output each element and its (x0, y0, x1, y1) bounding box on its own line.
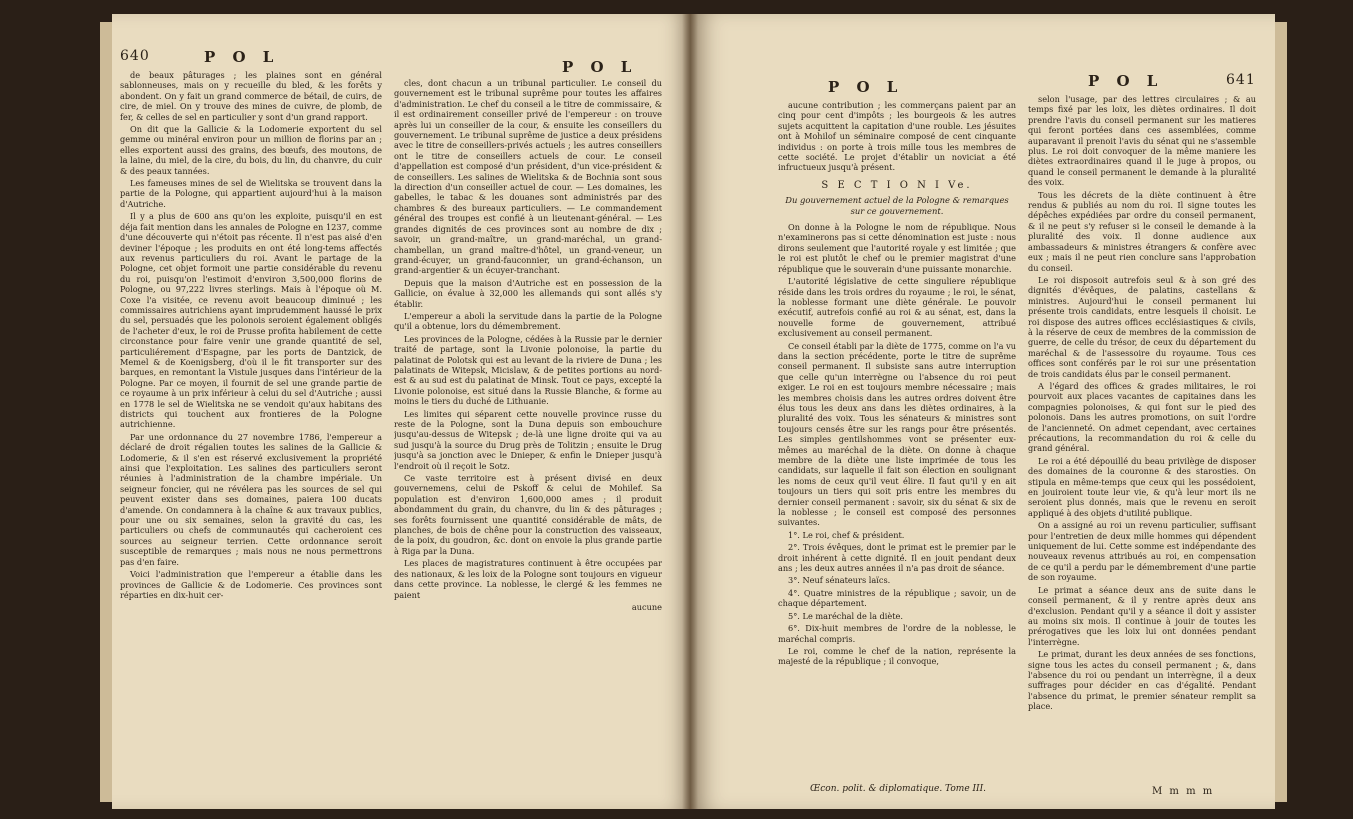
paragraph: Voici l'administration que l'empereur a établie dans les provinces de Gallicie & de Lodomerie. Ces provinces sont réparties en dix-huit cer- (120, 569, 382, 600)
page-number: 640 (120, 48, 150, 64)
text-column-1 (778, 100, 1016, 796)
paragraph: Il y a plus de 600 ans qu'on les exploite, puisqu'il en est déja fait mention dans les annales de Pologne en 1237, comme d'une découverte qui n'étoit pas récente. Il n'est pas aisé d'en deviner l'époque ; les produits en ont été long-tems affectés aux revenus particuliers du roi. Avant le partage de la Pologne, cet objet formoit une partie considérable du revenu du roi, puisqu'on l'estimoit d'environ 3,500,000 florins de Pologne, ou 97,222 livres sterlings. Mais à l'époque où M. Coxe l'a visitée, ce revenu avoit beaucoup diminué ; les commissaires autrichiens ayant imprudemment haussé le prix du sel, persuadés que les polonois seroient également obligés de l'acheter d'eux, le roi de Prusse profita habilement de cette circonstance pour faire venir une grande quantité de sel, particuliérement d'Espagne, par les ports de Dantzick, de Memel & de Koenigsberg, d'où il le fit transporter sur des barques, en remontant la Vistule jusques dans l'intérieur de la Pologne. Par ce moyen, il fournit de sel une grande partie de ce royaume à un prix inférieur à celui du sel d'Autriche ; aussi en 1778 le sel de Wielitska ne se vendoit qu'aux habitans des districts qui touchent aux frontieres de la Pologne autrichienne. (120, 211, 382, 430)
paragraph: Ce vaste territoire est à présent divisé en deux gouvernemens, celui de Pskoff & celui de Mohilef. Sa population est d'environ 1,600,000 ames ; il produit abondamment du grain, du chanvre, du lin & des pâturages ; ses forêts fournissent une quantité considérable de mâts, de planches, de bois de chêne pour la construction des vaisseaux, de la poix, du goudron, &c. dont on envoie la plus grande partie à Riga par la Duna. (394, 473, 662, 556)
running-head: P O L (828, 78, 904, 96)
section-subtitle: Du gouvernement actuel de la Pologne & remarques sur ce gouvernement. (785, 195, 1009, 216)
paragraph: Depuis que la maison d'Autriche est en possession de la Gallicie, on évalue à 32,000 les allemands qui sont allés s'y établir. (394, 277, 662, 309)
paragraph: Les places de magistratures continuent à être occupées par des nationaux, & les loix de la Pologne sont toujours en vigueur dans cette province. La noblesse, le clergé & les femmes ne paient (394, 558, 662, 600)
running-head: P O L (1088, 72, 1164, 90)
text-column-2 (394, 78, 662, 792)
paragraph: Le roi a été dépouillé du beau privilège de disposer des domaines de la couronne & des starosties. On stipula en même-temps que ceux qui les possédoient, en jouiroient toute leur vie, & qu'à leur mort ils ne seroient plus donnés, mais que le revenu en seroit appliqué à des objets d'utilité publique. (1028, 455, 1256, 518)
paragraph: Les provinces de la Pologne, cédées à la Russie par le dernier traité de partage, sont la Livonie polonoise, la partie du palatinat de Polotsk qui est au levant de la riviere de Duna ; les palatinats de Witepsk, Micislaw, & de petites portions au nord-est & au sud est du palatinat de Minsk. Tout ce pays, excepté la Livonie polonoise, est situé dans la Russie Blanche, & forme au moins le tiers du duché de Lithuanie. (394, 333, 662, 407)
list-item: 6°. Dix-huit membres de l'ordre de la noblesse, le maréchal compris. (778, 623, 1016, 644)
paragraph: selon l'usage, par des lettres circulaires ; & au temps fixé par les loix, les diètes ordinaires. Il doit prendre l'avis du conseil permanent sur les matieres qui feront portées dans ces assemblées, comme auparavant il prenoit l'avis du sénat qui ne s'assemble plus. Le roi doit convoquer de la même maniere les diètes extraordinaires quand il le juge à propos, ou quand le conseil permanent le demande à la pluralité des voix. (1028, 94, 1256, 188)
paragraph: aucune contribution ; les commerçans paient par an cinq pour cent d'impôts ; les bourgeois & les autres sujets acquittent la capitation d'une rouble. Les jésuites ont à Mohilof un séminaire composé de cent cinquante individus : on porte à trois mille tous les membres de cette société. Le projet d'établir un noviciat a été infructueux jusqu'à présent. (778, 100, 1016, 173)
book-gutter (682, 14, 698, 809)
list-item: 1°. Le roi, chef & président. (788, 529, 905, 540)
page-number: 641 (1226, 72, 1256, 88)
page-edge-right (1273, 22, 1287, 802)
paragraph: Les limites qui séparent cette nouvelle province russe du reste de la Pologne, sont la Duna depuis son embouchure jusqu'au-dessus de Witepsk ; de-là une ligne droite qui va au sud jusqu'à la source du Drug près de Tolitzin ; ensuite le Drug jusqu'à sa jonction avec le Dnieper, & enfin le Dnieper jusqu'à l'endroit où il reçoit le Sotz. (394, 408, 662, 471)
list-item: 3°. Neuf sénateurs laïcs. (788, 575, 891, 586)
paragraph: Le primat, durant les deux années de ses fonctions, signe tous les actes du conseil permanent ; &, dans l'absence du roi ou pendant un interrègne, il a deux suffrages pour décider en cas d'égalité. Pendant l'absence du primat, le premier sénateur remplit sa place. (1028, 649, 1256, 712)
paragraph: Le primat a séance deux ans de suite dans le conseil permanent, & il y rentre après deux ans d'exclusion. Pendant qu'il y a séance il doit y assister au moins six mois. Il continue à jouir de toutes les prérogatives que les loix lui ont données pendant l'interrègne. (1028, 584, 1256, 647)
section-title: S E C T I O N I Ve. (821, 179, 973, 191)
footer-title: Œcon. polit. & diplomatique. Tome III. (810, 784, 987, 794)
text-column-1 (120, 70, 382, 792)
paragraph: On dit que la Gallicie & la Lodomerie exportent du sel gemme ou minéral environ pour un million de florins par an ; elles exportent aussi des grains, des bœufs, des moutons, de la laine, du miel, de la cire, du bois, du lin, du chanvre, du cuir & des peaux tannées. (120, 124, 382, 176)
paragraph: Ce conseil établi par la diète de 1775, comme on l'a vu dans la section précédente, porte le titre de suprême conseil permanent. Il subsiste sans autre interruption que celle qu'un interrègne ou l'absence du roi peut exiger. Le roi en est toujours membre nécessaire ; mais les membres choisis dans les autres ordres doivent être élus tous les deux ans dans les diètes ordinaires, à la pluralité des voix. Tous les sénateurs & ministres sont toujours censés être sur les rangs pour être présentés. Les simples gentilshommes vont se présenter eux-mêmes au maréchal de la diète. On donne à chaque membre de la diète une liste imprimée de tous les candidats, sur laquelle il fait son élection en soulignant les noms de ceux qu'il veut élire. Il faut qu'il y en ait toujours un tiers qui soit pris entre les membres du dernier conseil permanent : savoir, six du sénat & six de la noblesse ; le conseil est composé des personnes suivantes. (778, 340, 1016, 528)
running-head: P O L (562, 58, 638, 76)
paragraph: cles, dont chacun a un tribunal particulier. Le conseil du gouvernement est le tribunal suprême pour toutes les affaires d'administration. Le chef du conseil a le titre de commissaire, & il est ordinairement conseiller privé de l'empereur : on trouve après lui un conseiller de la cour, & ensuite les conseillers du gouvernement. Le tribunal suprême de justice a deux présidens avec le titre de conseillers-privés actuels ; les autres conseillers ont le titre de conseillers actuels de cour. Le conseil d'appellation est composé d'un président, d'un vice-président & de conseillers. Les salines de Wielitska & de Bochnia sont sous la direction d'un conseiller actuel de cour. — Les domaines, les gabelles, le tabac & les douanes sont administrés par des chambres & des bureaux particuliers. — Le commandement général des troupes est confié à un lieutenant-général. — Les grandes dignités de ces provinces sont au nombre de dix ; savoir, un grand-maître, un grand-maréchal, un grand-chambellan, un grand maître-d'hôtel, un grand-veneur, un grand-écuyer, un grand-fauconnier, un grand-échanson, un grand-argentier & un écuyer-tranchant. (394, 78, 662, 276)
list-item: 5°. Le maréchal de la diète. (788, 610, 903, 621)
text-column-2 (1028, 94, 1256, 776)
paragraph: L'empereur a aboli la servitude dans la partie de la Pologne qu'il a obtenue, lors du démembrement. (394, 310, 662, 332)
signature-mark: M m m m (1152, 786, 1215, 797)
paragraph: Le roi, comme le chef de la nation, représente la majesté de la république ; il convoque, (778, 645, 1016, 667)
paragraph: de beaux pâturages ; les plaines sont en général sablonneuses, mais on y recueille du bled, & les forêts y abondent. On y fait un grand commerce de bétail, de cuirs, de cire, de miel. On y trouve des mines de cuivre, de plomb, de fer, & celles de sel en particulier y sont d'un grand rapport. (120, 70, 382, 122)
list-item: 4°. Quatre ministres de la république ; savoir, un de chaque département. (778, 587, 1016, 609)
paragraph: Le roi disposoit autrefois seul & à son gré des dignités d'évêques, de palatins, castellans & ministres. Aujourd'hui le conseil permanent lui présente trois candidats, entre lesquels il choisit. Le roi dispose des autres offices ecclésiastiques & civils, à la réserve de ceux de membres de la commission de guerre, de celle du trésor, de ceux du département du maréchal & de l'assessoire du royaume. Tous ces offices sont conférés par le roi sur une présentation de trois candidats élus par le conseil permanent. (1028, 274, 1256, 379)
paragraph: On donne à la Pologne le nom de république. Nous n'examinerons pas si cette dénomination est juste : nous dirons seulement que l'autorité royale y est limitée ; que le roi est plutôt le chef ou le premier magistrat d'une république que le souverain d'une puissante monarchie. (778, 222, 1016, 274)
paragraph: A l'égard des offices & grades militaires, le roi pourvoit aux places vacantes de capitaines dans les compagnies polonoises, & qui font sur le pied des polonois. Dans les autres promotions, on suit l'ordre de l'ancienneté. On admet cependant, avec certaines précautions, la recommandation du roi & celle du grand général. (1028, 380, 1256, 454)
list-item: 2°. Trois évêques, dont le primat est le premier par le droit inhérent à cette dignité. Il en jouit pendant deux ans ; les deux autres années il n'a pas droit de séance. (778, 542, 1016, 574)
paragraph: L'autorité législative de cette singuliere république réside dans les trois ordres du royaume ; le roi, le sénat, la noblesse formant une diète générale. Le pouvoir exécutif, autrefois confié au roi & au sénat, est, dans la nouvelle forme de gouvernement, attribué exclusivement au conseil permanent. (778, 276, 1016, 339)
right-page (690, 14, 1275, 809)
running-head: P O L (204, 48, 280, 66)
paragraph: Les fameuses mines de sel de Wielitska se trouvent dans la partie de la Pologne, qui appartient aujourd'hui à la maison d'Autriche. (120, 178, 382, 209)
paragraph: Tous les décrets de la diète continuent à être rendus & publiés au nom du roi. Il signe toutes les dépêches expédiées par ordre du conseil permanent, & il ne peut s'y refuser si le conseil le demande à la pluralité des voix. Il donne audience aux ambassadeurs & ministres étrangers & confère avec eux ; mais il ne peut rien conclure sans l'approbation du conseil. (1028, 189, 1256, 273)
left-page (112, 14, 690, 809)
paragraph: Par une ordonnance du 27 novembre 1786, l'empereur a déclaré de droit régalien toutes les salines de la Gallicie & Lodomerie, & il s'en est réservé exclusivement la propriété ainsi que l'exploitation. Les salines des particuliers seront réunies à l'administration de la chambre impériale. Un seigneur foncier, qui ne révélera pas les sources de sel qui peuvent exister dans ses domaines, paiera 100 ducats d'amende. On condamnera à la chaîne & aux travaux publics, pour une ou six semaines, selon la gravité du cas, les particuliers ou chefs de communautés qui cacheroient ces sources au seigneur terrien. Cette ordonnance seroit susceptible de remarques ; mais nous ne nous permettrons pas d'en faire. (120, 431, 382, 567)
paragraph: On a assigné au roi un revenu particulier, suffisant pour l'entretien de deux mille hommes qui dépendent uniquement de lui. Cette somme est indépendante des nouveaux revenus attribués au roi, en compensation de ce qu'il a perdu par le démembrement d'une partie de son royaume. (1028, 520, 1256, 583)
catchword: aucune (631, 601, 662, 612)
